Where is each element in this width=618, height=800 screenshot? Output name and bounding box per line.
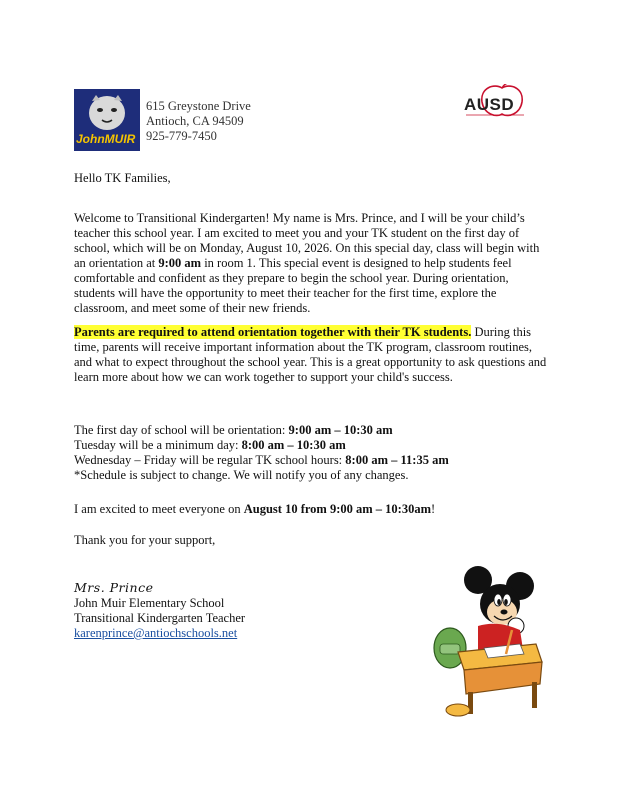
welcome-text-2: in room 1. This special event is designed to help students feel comfortable and confident as they prepare to begin the school year. During orientation, students will have the opportunity to meet their teacher for the first time, explore the classroom, and meet some of their new friends. <box>74 256 512 315</box>
parents-paragraph <box>74 325 548 385</box>
schedule-label: The first day of school will be orientation: <box>74 423 289 437</box>
schedule-list <box>74 423 548 483</box>
signature-title: Transitional Kindergarten Teacher <box>74 611 246 625</box>
ausd-logo <box>462 84 528 124</box>
district-logo-text: AUSD <box>464 95 515 114</box>
email-link[interactable]: karenprince@antiochschools.net <box>74 626 238 640</box>
schedule-item <box>74 453 548 468</box>
excited-line <box>74 502 548 517</box>
parents-required-highlight: Parents are required to attend orientation together with their TK students. <box>74 325 472 339</box>
schedule-time: 9:00 am – 10:30 am <box>288 423 393 437</box>
schedule-note: *Schedule is subject to change. We will notify you of any changes. <box>74 468 409 482</box>
greeting: Hello TK Families, <box>74 171 171 185</box>
schedule-item <box>74 438 548 453</box>
school-address <box>146 99 251 144</box>
schedule-time: 8:00 am – 10:30 am <box>241 438 346 452</box>
school-logo-text: JohnMUIR <box>76 132 136 146</box>
address-line2: Antioch, CA 94509 <box>146 114 244 128</box>
closing-line: Thank you for your support, <box>74 533 216 547</box>
parents-text: During this time, parents will receive important information about the TK program, classroom routines, and what to expect throughout the school year. This is a great opportunity to ask questions and learn more about how we can work together to support your child's success. <box>74 325 547 384</box>
phone-number: 925-779-7450 <box>146 129 217 143</box>
excited-prefix: I am excited to meet everyone on <box>74 502 244 516</box>
orientation-time: 9:00 am <box>158 256 202 270</box>
schedule-label: Tuesday will be a minimum day: <box>74 438 242 452</box>
schedule-item <box>74 423 548 438</box>
excited-suffix: ! <box>431 502 436 516</box>
signature-name: Mrs. Prince <box>74 580 154 595</box>
john-muir-logo <box>74 89 140 151</box>
schedule-time: 8:00 am – 11:35 am <box>345 453 449 467</box>
schedule-label: Wednesday – Friday will be regular TK school hours: <box>74 453 346 467</box>
excited-date: August 10 from 9:00 am – 10:30am <box>243 502 431 516</box>
welcome-text-1: Welcome to Transitional Kindergarten! My name is Mrs. Prince, and I will be your child’s teacher this school year. I am excited to meet you and your TK student on the first day of school, which will be on Monday, August 10, 2026. On this special day, class will begin with an orientation at <box>74 211 540 270</box>
signature-block <box>74 580 245 641</box>
welcome-paragraph <box>74 211 548 316</box>
signature-school: John Muir Elementary School <box>74 596 225 610</box>
mickey-at-desk-illustration <box>428 560 548 720</box>
address-line1: 615 Greystone Drive <box>146 99 251 113</box>
